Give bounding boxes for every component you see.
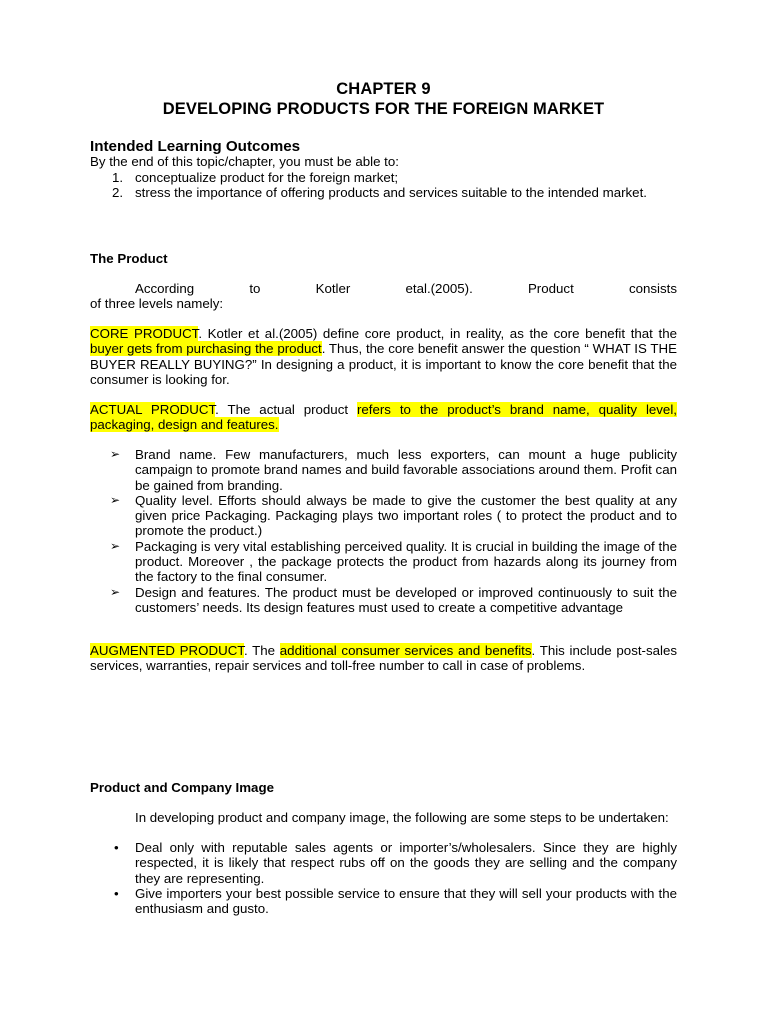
bullet-dot-icon: • (114, 885, 119, 901)
outcomes-list (90, 170, 677, 201)
outcomes-heading: Intended Learning Outcomes (90, 138, 301, 155)
list-item: ➢ Design and features. The product must be developed or improved continuously to suit the customers’ needs. Its design features must used to create a competitive advantage (110, 584, 677, 615)
augmented-product-label: AUGMENTED PRODUCT (90, 643, 244, 658)
company-image-heading: Product and Company Image (90, 780, 274, 795)
outcome-item: 1. conceptualize product for the foreign market; (112, 169, 399, 185)
core-product-label: CORE PRODUCT (90, 326, 199, 341)
bullet-dot-icon: • (114, 840, 119, 855)
product-heading: The Product (90, 251, 168, 266)
actual-product-highlight: refers to the product’s brand name, quality level, packaging, design and features. (90, 402, 677, 433)
arrow-bullet-icon: ➢ (110, 584, 121, 599)
company-image-intro: In developing product and company image, the following are some steps to be undertaken: (135, 810, 669, 825)
list-item: ➢ Packaging is very vital establishing perceived quality. It is crucial in building the image of the product. Moreover , the package protects the product from hazards along its journey from the factory to the final consumer. (110, 538, 677, 585)
augmented-product-paragraph: AUGMENTED PRODUCT. The additional consumer services and benefits. This include post-sales services, warranties, repair services and toll-free number to call in case of problems. (90, 643, 678, 674)
arrow-bullet-icon: ➢ (110, 492, 121, 507)
chapter-number: CHAPTER 9 (336, 80, 431, 98)
list-item: ➢ Quality level. Efforts should always be made to give the customer the best quality at any given price Packaging. Packaging plays two important roles ( to protect the product and to promote the product.) (110, 492, 677, 539)
core-product-highlight: buyer gets from purchasing the product (90, 341, 322, 357)
actual-product-paragraph: ACTUAL PRODUCT. The actual product refers to the product’s brand name, quality level, packaging, design and features. (90, 402, 677, 433)
core-product-paragraph: CORE PRODUCT. Kotler et al.(2005) define core product, in reality, as the core benefit that the buyer gets from purchasing the product. Thus, the core benefit answer the question “ WHAT IS THE BUYER REALLY BUYING?” In designing a product, it is important to know the core benefit that the consumer is looking for. (90, 326, 677, 387)
chapter-header (90, 79, 677, 119)
actual-product-label: ACTUAL PRODUCT (90, 402, 216, 417)
list-item: ➢ Brand name. Few manufacturers, much less exporters, can mount a huge publicity campaign to promote brand names and build favorable associations around them. Profit can be gained from branding. (110, 447, 677, 493)
augmented-product-highlight: additional consumer services and benefits (279, 643, 532, 658)
product-intro (90, 281, 677, 312)
arrow-bullet-icon: ➢ (110, 447, 121, 461)
outcome-item: 2. stress the importance of offering products and services suitable to the intended market. (112, 184, 647, 200)
outcomes-intro: By the end of this topic/chapter, you must be able to: (90, 154, 399, 170)
outcomes-section (90, 139, 677, 200)
product-intro-line: According to Kotler etal.(2005). Product consists (135, 281, 677, 296)
company-image-steps (90, 840, 677, 916)
product-intro-end: of three levels namely: (90, 296, 224, 312)
arrow-bullet-icon: ➢ (110, 538, 121, 553)
actual-product-bullets (90, 447, 677, 615)
list-item: • Give importers your best possible service to ensure that they will sell your products with the enthusiasm and gusto. (114, 885, 677, 917)
chapter-title: DEVELOPING PRODUCTS FOR THE FOREIGN MARKET (162, 100, 605, 118)
list-item: • Deal only with reputable sales agents or importer’s/wholesalers. Since they are highly respected, it is likely that respect rubs off on the goods they are selling and the company they are representing. (114, 840, 677, 886)
